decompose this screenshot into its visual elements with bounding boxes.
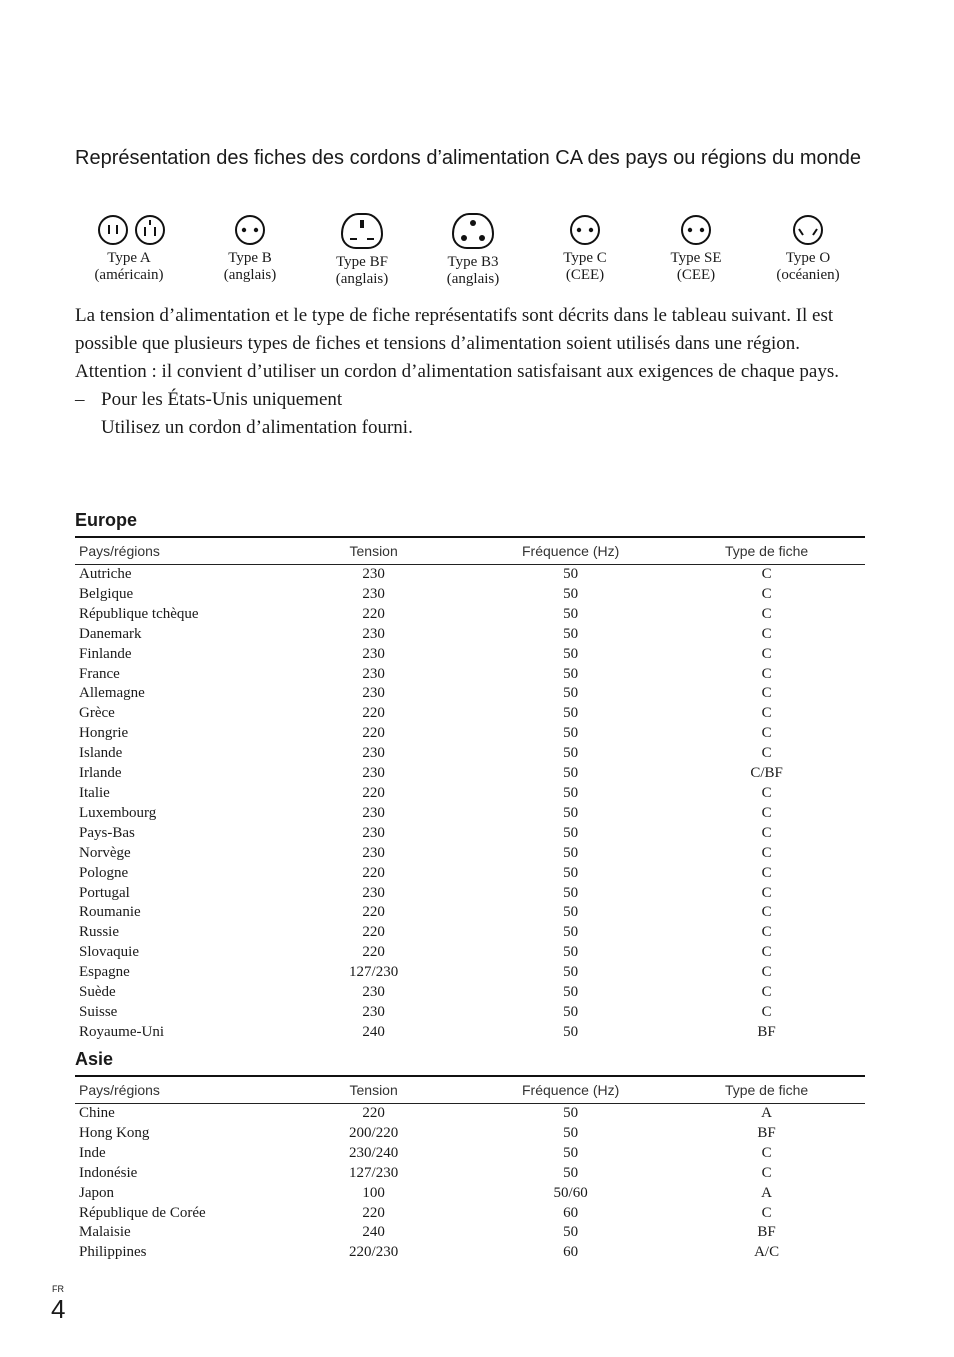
table-row (75, 1104, 865, 1124)
plug-type-b3-name: Type B3 (447, 254, 499, 270)
cell-frequency: 50 (563, 765, 579, 782)
cell-voltage: 127/230 (349, 1164, 399, 1181)
asia-table-header (75, 1076, 865, 1104)
cell-voltage: 220 (362, 904, 385, 921)
plug-type-a-origin: (américain) (94, 267, 164, 283)
table-row (75, 784, 865, 804)
cell-frequency: 50 (563, 804, 579, 821)
europe-section-title: Europe (75, 510, 138, 530)
cell-plug-type: C (761, 844, 772, 861)
cell-voltage: 230 (362, 745, 385, 762)
cell-voltage: 230 (362, 685, 385, 702)
cell-frequency: 50 (563, 944, 579, 961)
table-row (75, 923, 865, 943)
europe-table (75, 536, 865, 1043)
table-row (75, 824, 865, 844)
cell-frequency: 50 (563, 625, 579, 642)
plug-type-b-origin: (anglais) (223, 267, 277, 283)
table-row (75, 963, 865, 983)
cell-plug-type: C (761, 566, 772, 582)
cell-voltage: 230 (362, 765, 385, 782)
cell-frequency: 50 (563, 585, 579, 602)
table-row (75, 1243, 865, 1263)
cell-plug-type: A/C (754, 1244, 780, 1261)
cell-plug-type: C (761, 984, 772, 1001)
usa-note-line-1: Pour les États-Unis uniquement (101, 389, 343, 410)
plug-type-b3 (418, 210, 528, 288)
table-row (75, 804, 865, 824)
cell-region: Hongrie (79, 725, 129, 742)
plug-type-b-icon (230, 210, 270, 246)
cell-region: Inde (79, 1144, 106, 1161)
cell-frequency: 50 (563, 964, 579, 981)
cell-frequency: 60 (563, 1204, 579, 1221)
plug-type-se (641, 210, 751, 284)
cell-region: Indonésie (79, 1164, 138, 1181)
col-voltage: Tension (274, 537, 473, 565)
cell-voltage: 220 (362, 1105, 385, 1121)
table-row (75, 1124, 865, 1144)
cell-voltage: 230 (362, 884, 385, 901)
cell-region: République tchèque (79, 605, 199, 622)
plug-type-a-name: Type A (107, 250, 151, 266)
cell-frequency: 50 (563, 884, 579, 901)
plug-type-o (753, 210, 863, 284)
cell-region: Autriche (79, 566, 132, 582)
cell-frequency: 50 (563, 665, 579, 682)
cell-frequency: 50 (563, 864, 579, 881)
cell-region: Espagne (79, 964, 130, 981)
cell-region: Chine (79, 1105, 115, 1121)
cell-region: Japon (79, 1184, 114, 1201)
plug-type-o-origin: (océanien) (776, 267, 840, 283)
cell-frequency: 60 (563, 1244, 579, 1261)
plug-type-se-name: Type SE (670, 250, 722, 266)
asia-table-body (75, 1104, 865, 1264)
table-row (75, 625, 865, 645)
cell-frequency: 50 (563, 645, 579, 662)
cell-region: France (79, 665, 120, 682)
col-plug-type: Type de fiche (668, 537, 865, 565)
cell-plug-type: C (761, 665, 772, 682)
cell-plug-type: A (761, 1184, 772, 1201)
plug-type-c-icon (565, 210, 605, 246)
cell-region: République de Corée (79, 1204, 206, 1221)
table-row (75, 645, 865, 665)
cell-plug-type: C/BF (750, 765, 783, 782)
cell-frequency: 50 (563, 904, 579, 921)
cell-plug-type: C (761, 944, 772, 961)
cell-frequency: 50 (563, 784, 579, 801)
intro-paragraph-2: Attention : il convient d’utiliser un cordon d’alimentation satisfaisant aux exigences de chaque pays. (75, 361, 840, 382)
table-row (75, 864, 865, 884)
col-frequency: Fréquence (Hz) (473, 537, 668, 565)
plug-type-b-name: Type B (228, 250, 272, 266)
table-row (75, 884, 865, 904)
cell-frequency: 50 (563, 824, 579, 841)
intro-paragraph-1: La tension d’alimentation et le type de fiche représentatifs sont décrits dans le tableau suivant. Il est possible que plusieurs types de fiches et tensions d’alimentation soient utilisés dans une région. (75, 305, 834, 354)
usa-note-line-2: Utilisez un cordon d’alimentation fourni. (101, 417, 413, 438)
cell-voltage: 220 (362, 705, 385, 722)
cell-region: Norvège (79, 844, 131, 861)
cell-region: Irlande (79, 765, 122, 782)
plug-type-b3-origin: (anglais) (446, 271, 500, 287)
page-number: 4 (51, 1294, 66, 1324)
plug-type-bf (307, 210, 417, 288)
table-row (75, 1164, 865, 1184)
cell-region: Portugal (79, 884, 130, 901)
europe-table-body (75, 565, 865, 1043)
cell-frequency: 50 (563, 844, 579, 861)
cell-frequency: 50/60 (553, 1184, 588, 1201)
cell-region: Slovaquie (79, 944, 139, 961)
cell-frequency: 50 (563, 1105, 579, 1121)
table-row (75, 1223, 865, 1243)
cell-plug-type: C (761, 585, 772, 602)
cell-plug-type: C (761, 804, 772, 821)
plug-type-o-icon (788, 210, 828, 246)
cell-frequency: 50 (563, 924, 579, 941)
plug-type-c (530, 210, 640, 284)
col-plug-type: Type de fiche (668, 1076, 865, 1104)
cell-voltage: 230 (362, 804, 385, 821)
plug-type-diagram (75, 210, 865, 300)
plug-type-bf-icon (336, 210, 388, 250)
plug-type-c-name: Type C (563, 250, 607, 266)
cell-plug-type: C (761, 864, 772, 881)
cell-frequency: 50 (563, 685, 579, 702)
cell-region: Hong Kong (79, 1124, 150, 1141)
table-row (75, 1003, 865, 1023)
cell-frequency: 50 (563, 725, 579, 742)
cell-voltage: 220 (362, 944, 385, 961)
cell-voltage: 230 (362, 824, 385, 841)
table-row (75, 1184, 865, 1204)
cell-region: Pays-Bas (79, 824, 135, 841)
plug-type-bf-origin: (anglais) (335, 271, 389, 287)
cell-plug-type: BF (757, 1124, 776, 1141)
plug-type-se-icon (676, 210, 716, 246)
plug-type-bf-name: Type BF (336, 254, 388, 270)
plug-type-se-origin: (CEE) (676, 267, 716, 283)
cell-region: Finlande (79, 645, 132, 662)
col-region: Pays/régions (75, 1076, 274, 1104)
cell-frequency: 50 (563, 1144, 579, 1161)
cell-frequency: 50 (563, 745, 579, 762)
cell-region: Roumanie (79, 904, 141, 921)
cell-plug-type: C (761, 924, 772, 941)
cell-voltage: 127/230 (349, 964, 399, 981)
cell-plug-type: C (761, 1204, 772, 1221)
cell-plug-type: C (761, 1164, 772, 1181)
cell-voltage: 230/240 (349, 1144, 399, 1161)
cell-region: Russie (79, 924, 120, 941)
bullet-dash: – (75, 389, 85, 410)
cell-voltage: 220 (362, 725, 385, 742)
table-row (75, 983, 865, 1003)
cell-plug-type: C (761, 605, 772, 622)
cell-plug-type: C (761, 725, 772, 742)
cell-plug-type: C (761, 645, 772, 662)
cell-frequency: 50 (563, 1003, 579, 1020)
cell-voltage: 230 (362, 984, 385, 1001)
cell-frequency: 50 (563, 1164, 579, 1181)
cell-voltage: 230 (362, 625, 385, 642)
cell-frequency: 50 (563, 605, 579, 622)
cell-voltage: 100 (362, 1184, 385, 1201)
cell-plug-type: C (761, 824, 772, 841)
europe-table-header (75, 537, 865, 565)
plug-type-c-origin: (CEE) (565, 267, 605, 283)
cell-voltage: 230 (362, 665, 385, 682)
table-row (75, 684, 865, 704)
cell-plug-type: C (761, 705, 772, 722)
cell-region: Pologne (79, 864, 129, 881)
cell-voltage: 230 (362, 645, 385, 662)
cell-region: Italie (79, 784, 110, 801)
cell-region: Suède (79, 984, 116, 1001)
cell-frequency: 50 (563, 566, 579, 582)
plug-type-b3-icon (447, 210, 499, 250)
cell-frequency: 50 (563, 705, 579, 722)
cell-plug-type: A (761, 1105, 772, 1121)
table-row (75, 1204, 865, 1224)
table-row (75, 665, 865, 685)
table-row (75, 903, 865, 923)
cell-region: Luxembourg (79, 804, 157, 821)
cell-plug-type: C (761, 685, 772, 702)
cell-region: Royaume-Uni (79, 1023, 164, 1040)
cell-frequency: 50 (563, 984, 579, 1001)
cell-voltage: 220 (362, 1204, 385, 1221)
cell-region: Belgique (79, 585, 134, 602)
table-row (75, 1023, 865, 1043)
table-row (75, 585, 865, 605)
cell-plug-type: C (761, 1003, 772, 1020)
table-row (75, 844, 865, 864)
table-row (75, 724, 865, 744)
cell-frequency: 50 (563, 1224, 579, 1241)
cell-plug-type: C (761, 1144, 772, 1161)
plug-type-a-icon (89, 210, 169, 246)
intro-text (75, 302, 875, 442)
cell-voltage: 220 (362, 924, 385, 941)
cell-plug-type: BF (757, 1023, 776, 1040)
table-row (75, 704, 865, 724)
cell-plug-type: C (761, 784, 772, 801)
plug-type-b (195, 210, 305, 284)
table-row (75, 764, 865, 784)
cell-voltage: 220 (362, 864, 385, 881)
col-voltage: Tension (274, 1076, 473, 1104)
language-code: FR (52, 1284, 64, 1294)
cell-voltage: 230 (362, 585, 385, 602)
usa-note (75, 386, 875, 414)
cell-region: Grèce (79, 705, 115, 722)
cell-plug-type: C (761, 625, 772, 642)
cell-region: Philippines (79, 1244, 147, 1261)
cell-plug-type: C (761, 884, 772, 901)
cell-voltage: 220 (362, 784, 385, 801)
cell-voltage: 220/230 (349, 1244, 399, 1261)
col-frequency: Fréquence (Hz) (473, 1076, 668, 1104)
cell-region: Suisse (79, 1003, 118, 1020)
cell-region: Allemagne (79, 685, 145, 702)
table-row (75, 605, 865, 625)
table-row (75, 744, 865, 764)
cell-voltage: 230 (362, 844, 385, 861)
table-row (75, 1144, 865, 1164)
page-title: Représentation des fiches des cordons d’alimentation CA des pays ou régions du monde (75, 147, 862, 169)
asia-section-title: Asie (75, 1049, 114, 1069)
cell-plug-type: BF (757, 1224, 776, 1241)
cell-voltage: 240 (362, 1023, 385, 1040)
cell-voltage: 220 (362, 605, 385, 622)
table-row (75, 565, 865, 585)
plug-type-a (74, 210, 184, 284)
cell-region: Malaisie (79, 1224, 131, 1241)
asia-table (75, 1075, 865, 1263)
cell-voltage: 230 (362, 566, 385, 582)
cell-frequency: 50 (563, 1124, 579, 1141)
table-row (75, 943, 865, 963)
cell-voltage: 230 (362, 1003, 385, 1020)
col-region: Pays/régions (75, 537, 274, 565)
cell-frequency: 50 (563, 1023, 579, 1040)
cell-plug-type: C (761, 745, 772, 762)
cell-voltage: 200/220 (349, 1124, 399, 1141)
cell-voltage: 240 (362, 1224, 385, 1241)
plug-type-o-name: Type O (785, 250, 831, 266)
cell-region: Danemark (79, 625, 142, 642)
cell-plug-type: C (761, 964, 772, 981)
cell-region: Islande (79, 745, 123, 762)
cell-plug-type: C (761, 904, 772, 921)
